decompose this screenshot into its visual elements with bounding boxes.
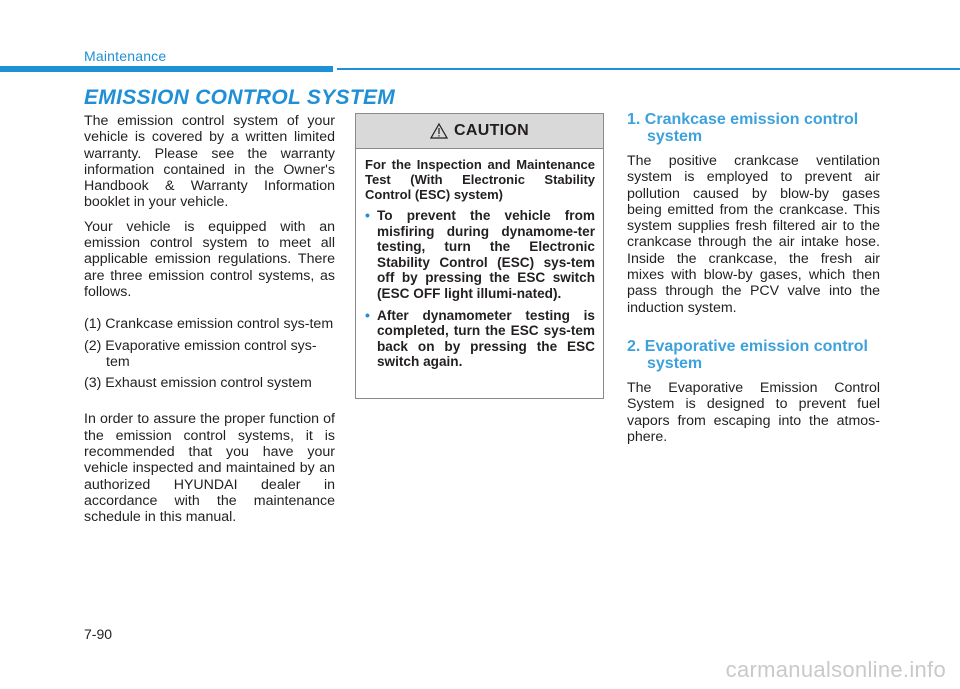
caution-title: CAUTION [454,122,529,139]
caution-header [356,114,603,149]
caution-list [365,208,595,370]
caution-box [355,113,604,399]
intro-paragraph: The emission control system of your vehicle is covered by a written limited warranty. Please see the warranty information contained in the Owner's Handbook & Warranty Information booklet in your vehicle. [84,113,335,211]
bullet-icon: • [365,306,370,323]
header-rule-thin [337,68,960,70]
section-body: The positive crankcase ventilation system is employed to prevent air pollution caused by blow-by gases being emitted from the crankcase. This system supplies fresh filtered air to the crankcase through the air intake hose. Inside the crankcase, the fresh air mixes with blow-by gases, which then pass through the PCV valve into the induction system. [627,153,880,316]
right-column [627,111,880,467]
section-label: Maintenance [84,48,167,64]
bullet-icon: • [365,207,370,223]
page-number: 7-90 [84,626,113,642]
intro-paragraph: Your vehicle is equipped with an emission control system to meet all applicable emission regulations. There are three emission control systems, as follows. [84,218,335,300]
emission-systems-list [84,316,335,391]
warning-triangle-icon [430,123,448,139]
closing-paragraph: In order to assure the proper function of the emission control systems, it is recommended that you have your vehicle inspected and maintained by an authorized HYUNDAI dealer in accordance with the maintenance schedule in this manual. [84,411,335,526]
list-item: (2) Evaporative emission control sys-tem [84,337,317,370]
caution-body [356,149,603,370]
caution-item-text: To prevent the vehicle from misfiring during dynamome-ter testing, turn the Electronic Stability Control (ESC) sys-tem off by pressing the ESC switch (ESC OFF light illumi-nated). [377,208,595,301]
list-item: (1) Crankcase emission control sys-tem [84,316,334,333]
section-body: The Evaporative Emission Control System is designed to prevent fuel vapors from escaping into the atmos-phere. [627,379,880,445]
watermark: carmanualsonline.info [725,657,946,682]
section-heading: 2. Evaporative emission control system [627,337,868,372]
caution-item-text: After dynamometer testing is completed, turn the ESC sys-tem back on by pressing the ESC switch again. [377,307,595,370]
caution-lead: For the Inspection and Maintenance Test (With Electronic Stability Control (ESC) system) [365,157,595,202]
caution-item [365,208,595,302]
list-item: (3) Exhaust emission control system [84,375,312,392]
left-column [84,113,335,534]
page-title: EMISSION CONTROL SYSTEM [84,86,396,109]
caution-item [365,308,595,370]
section-heading: 1. Crankcase emission control system [627,111,859,145]
header-rule-thick [0,66,333,72]
